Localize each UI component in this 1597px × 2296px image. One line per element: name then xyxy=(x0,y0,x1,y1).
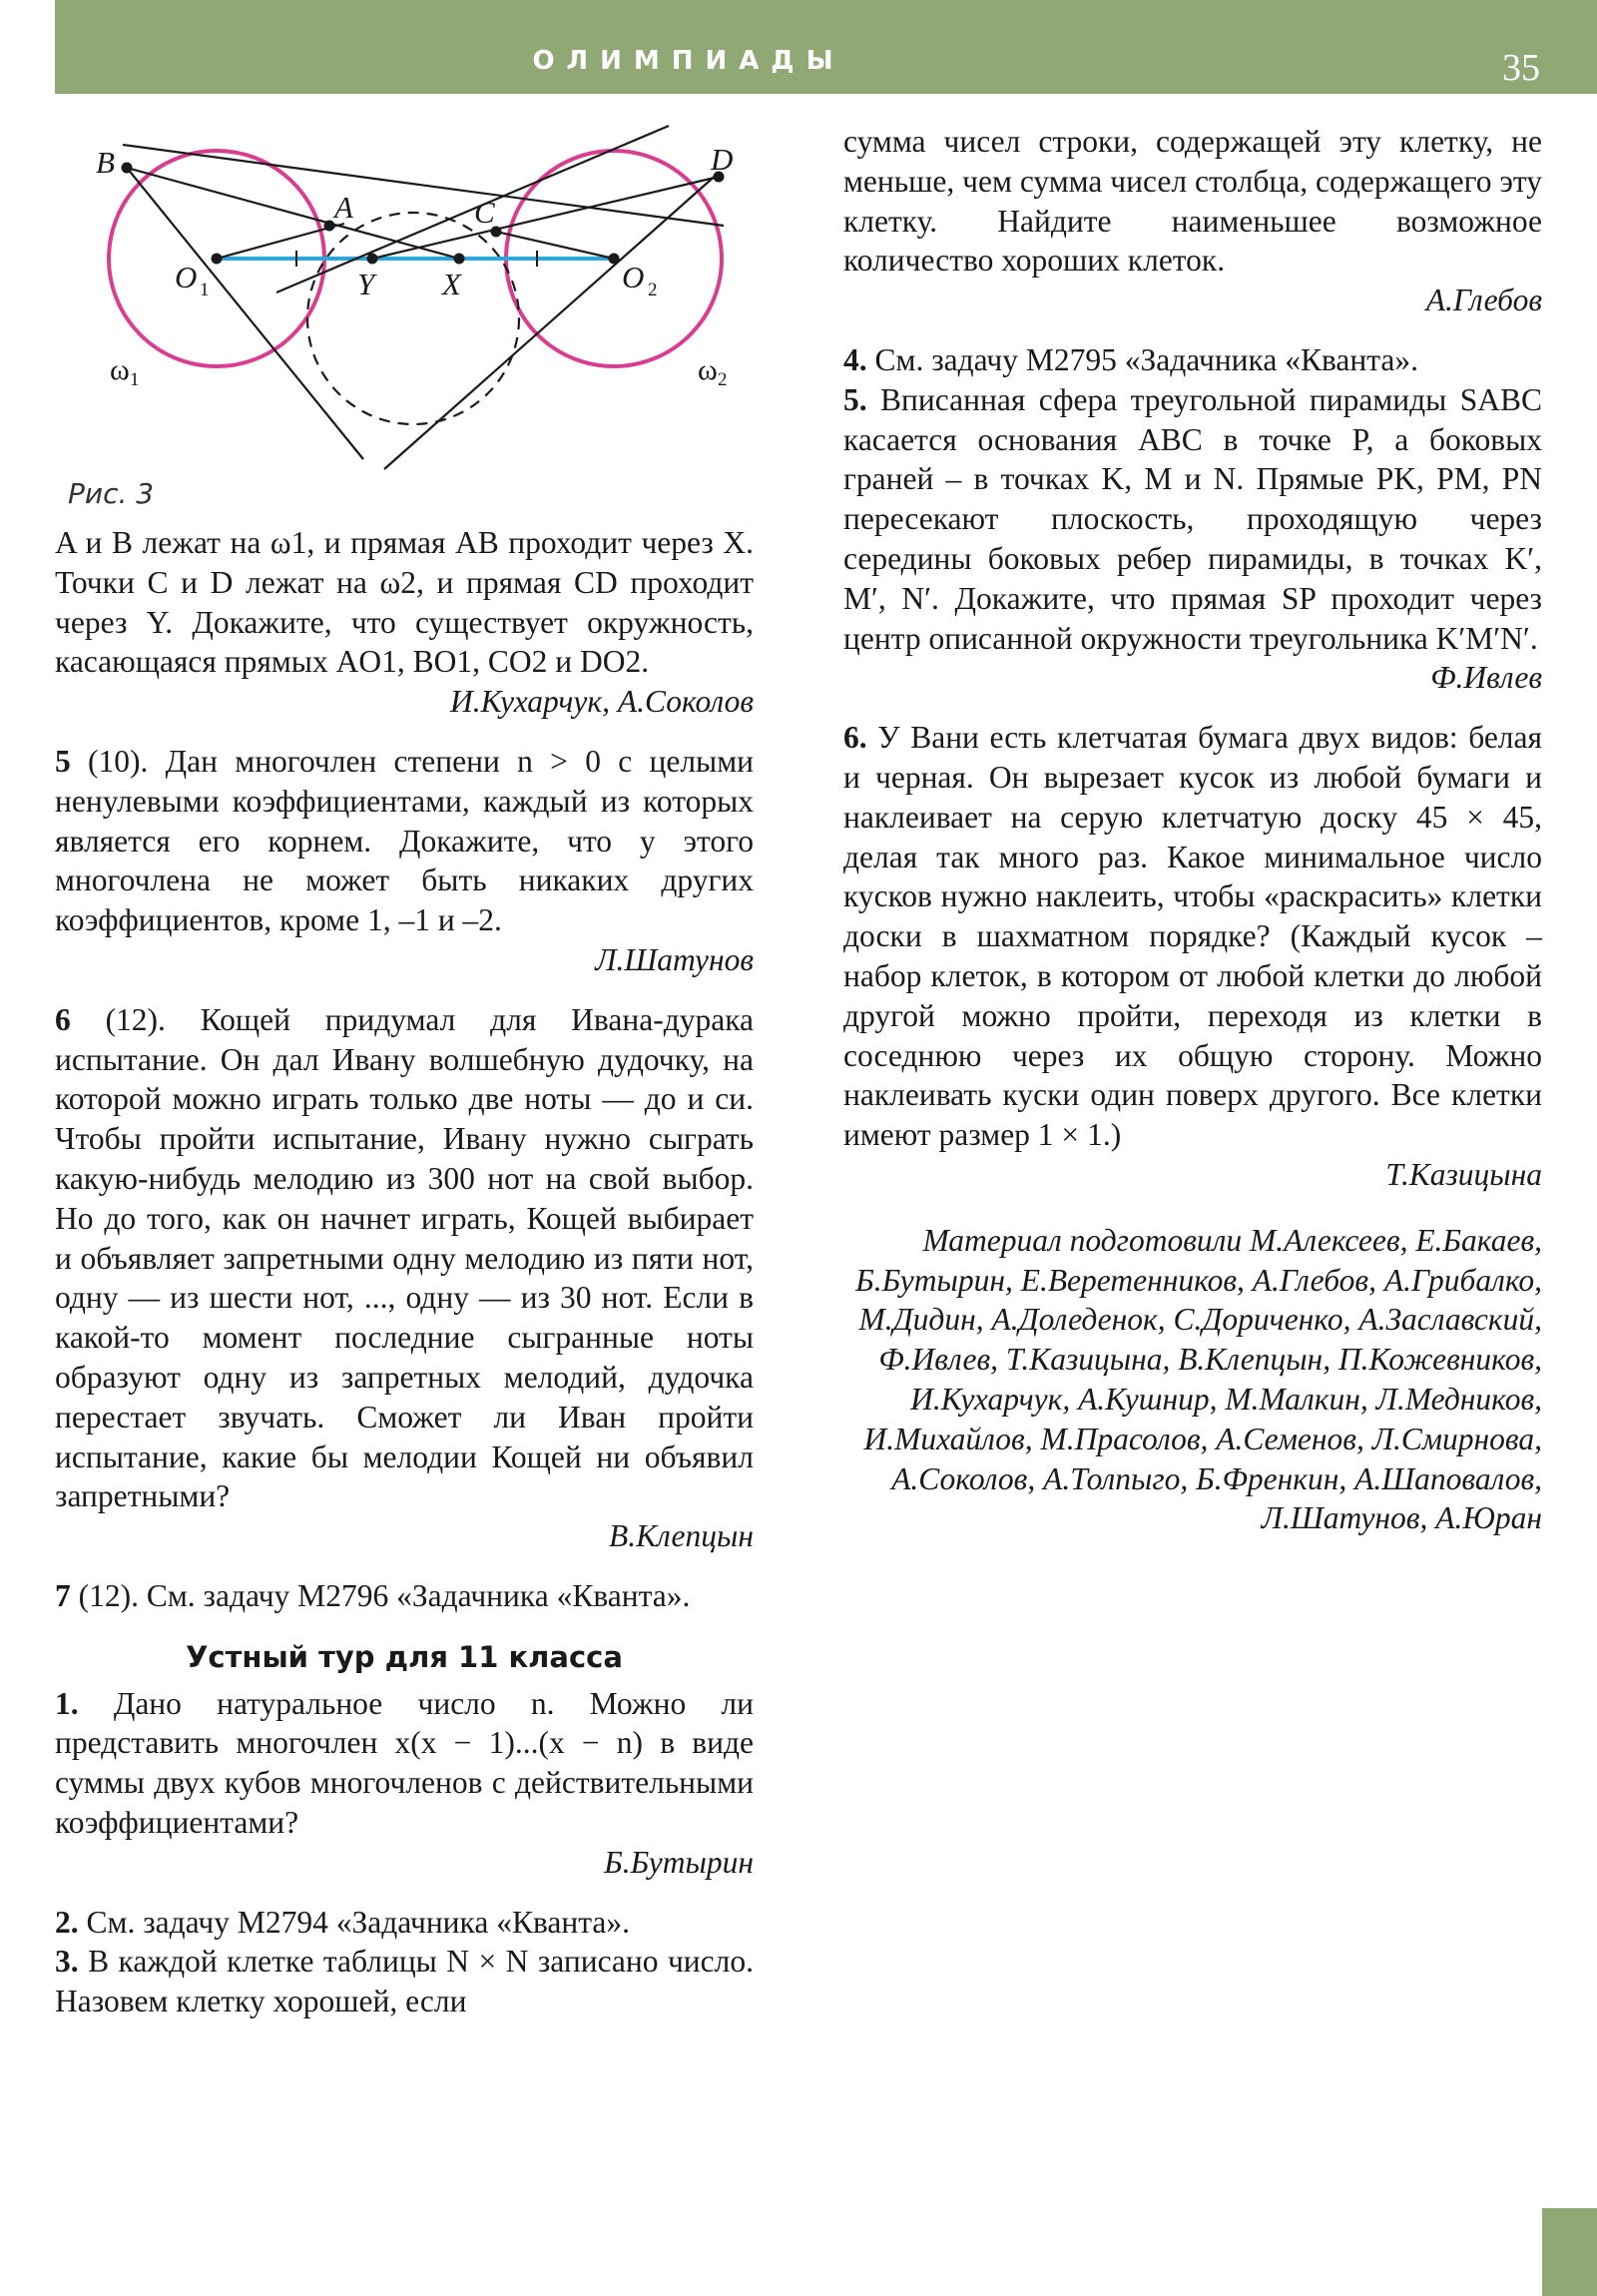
author: А.Глебов xyxy=(1425,283,1542,318)
oral-problem-3 xyxy=(55,1942,754,2021)
label-d: D xyxy=(711,142,734,177)
section-heading: Устный тур для 11 класса xyxy=(186,1639,623,1674)
label-omega1: ω xyxy=(110,353,130,386)
label-w1-sub: 1 xyxy=(130,369,140,390)
oral-problem-1 xyxy=(55,1684,754,1843)
problem-number: 5 xyxy=(55,743,71,779)
problem-text: (10). Дан многочлен степени n > 0 с целыми ненулевыми коэффициентами, каждый из которых является его корнем. Докажите, что у этого многочлена не может быть никаких других коэффициентов, кроме 1, –1 и –2. xyxy=(55,743,754,938)
author: Ф.Ивлев xyxy=(1430,660,1542,696)
problem-number: 1. xyxy=(55,1685,79,1721)
point-x xyxy=(454,254,465,265)
problem-text: (12). Кощей придумал для Ивана-дурака испытание. Он дал Ивану волшебную дудочку, на которой можно играть только две ноты — до и си. Чтобы пройти испытание, Ивану нужно сыграть какую-нибудь мелодию из 300 нот на свой выбор. Но до того, как он начнет играть, Кощей выбирает и объявляет запретными одну мелодию из пяти нот, одну — из шести нот, ..., одну — из 30 нот. Если в какой-то момент последние сыгранные ноты образуют одну из запретных мелодий, дудочка перестает звучать. Сможет ли Иван пройти испытание, какие бы мелодии Кощей ни объявил запретными? xyxy=(55,1001,755,1514)
problem-text: См. задачу М2794 «Задачника «Кванта». xyxy=(86,1904,631,1940)
page-number: 35 xyxy=(1502,47,1540,89)
figure-caption: Рис. 3 xyxy=(68,477,155,510)
oral-problem-3-continuation: сумма чисел строки, содержащей эту клетку, не меньше, чем сумма чисел столбца, содержащего эту клетку. Найдите наименьшее возможное количество хороших клеток. xyxy=(843,124,1542,279)
problem-number: 4. xyxy=(843,341,867,377)
label-x: X xyxy=(442,267,461,301)
oral-problem-4 xyxy=(843,340,1542,380)
point-o1 xyxy=(212,254,223,265)
line-bo1 xyxy=(127,168,363,459)
label-o1-sub: 1 xyxy=(200,280,210,300)
geometry-figure xyxy=(55,108,769,477)
problem-7 xyxy=(55,1576,754,1616)
problem-text: У Вани есть клетчатая бумага двух видов: белая и черная. Он вырезает кусок из любой бумаги и наклеивает на серую клетчатую доску 45 × 45, делая так много раз. Какое минимальное число кусков нужно наклеить, чтобы «раскрасить» клетки доски в шахматном порядке? (Каждый кусок – набор клеток, в котором от любой клетки до любой другой можно пройти, переходя из клетки в соседнюю через их общую сторону. Можно наклеивать куски один поверх другого. Все клетки имеют размер 1 × 1.) xyxy=(843,720,1542,1153)
author: Т.Казицына xyxy=(1385,1156,1542,1192)
problem-text: Вписанная сфера треугольной пирамиды SABC касается основания ABC в точке P, а боковых граней – в точках K, M и N. Прямые PK, PM, PN пересекают плоскость, проходящую через середины боковых ребер пирамиды, в точках K′, M′, N′. Докажите, что прямая SP проходит через центр описанной окружности треугольника K′M′N′. xyxy=(843,381,1543,656)
author: Л.Шатунов xyxy=(595,941,754,977)
problem-text: (12). См. задачу М2796 «Задачника «Кванта». xyxy=(78,1577,691,1613)
point-a xyxy=(324,221,335,232)
label-o2: O xyxy=(622,260,645,294)
point-y xyxy=(367,254,378,265)
point-o2 xyxy=(609,254,620,265)
label-b: B xyxy=(96,145,115,180)
corner-tab xyxy=(1542,2208,1597,2296)
oral-problem-5 xyxy=(843,380,1542,659)
problem-text: Дано натуральное число n. Можно ли представить многочлен x(x − 1)...(x − n) в виде суммы двух кубов многочленов с действительными коэффициентами? xyxy=(55,1685,754,1840)
label-o1: O xyxy=(175,260,198,294)
problem-5 xyxy=(55,742,754,940)
label-c: C xyxy=(474,195,495,230)
author: Б.Бутырин xyxy=(604,1844,754,1880)
label-w2-sub: 2 xyxy=(718,369,728,390)
label-y: Y xyxy=(357,267,375,301)
problem-text: См. задачу М2795 «Задачника «Кванта». xyxy=(874,341,1419,377)
line-top xyxy=(123,145,724,226)
author: В.Клепцын xyxy=(609,1518,754,1554)
point-b xyxy=(122,163,133,174)
problem-number: 3. xyxy=(55,1944,79,1980)
circle-dashed xyxy=(307,213,519,424)
section-title: ОЛИМПИАДЫ xyxy=(532,46,845,76)
problem-number: 6. xyxy=(843,720,867,756)
problem-number: 2. xyxy=(55,1904,79,1940)
problem-6 xyxy=(55,1000,754,1516)
label-a: A xyxy=(334,190,353,225)
problem-number: 5. xyxy=(843,381,867,417)
problem-number: 6 xyxy=(55,1001,71,1037)
left-column xyxy=(55,523,754,2021)
problem-number: 7 xyxy=(55,1577,71,1613)
oral-problem-2 xyxy=(55,1903,754,1943)
header-bar xyxy=(55,0,1597,94)
author: И.Кухарчук, А.Соколов xyxy=(449,684,754,720)
oral-problem-6 xyxy=(843,718,1542,1155)
label-omega2: ω xyxy=(698,353,718,386)
label-o2-sub: 2 xyxy=(648,280,658,300)
problem-4-continuation: A и B лежат на ω1, и прямая AB проходит через X. Точки C и D лежат на ω2, и прямая CD проходит через Y. Докажите, что существует окружность, касающаяся прямых AO1, BO1, CO2 и DO2. xyxy=(55,525,754,680)
problem-text: В каждой клетке таблицы N × N записано число. Назовем клетку хорошей, если xyxy=(55,1944,754,2019)
credits: Материал подготовили М.Алексеев, Е.Бакаев, Б.Бутырин, Е.Веретенников, А.Глебов, А.Грибалко, М.Дидин, А.Доледенок, С.Дориченко, А.Заславский, Ф.Ивлев, Т.Казицына, В.Клепцын, П.Кожевников, И.Кухарчук, А.Кушнир, М.Малкин, Л.Медников, И.Михайлов, М.Прасолов, А.Семенов, Л.Смирнова, А.Соколов, А.Толпыго, Б.Френкин, А.Шаповалов, Л.Шатунов, А.Юран xyxy=(855,1222,1542,1536)
right-column xyxy=(843,122,1542,1538)
line-co2 xyxy=(496,232,614,259)
